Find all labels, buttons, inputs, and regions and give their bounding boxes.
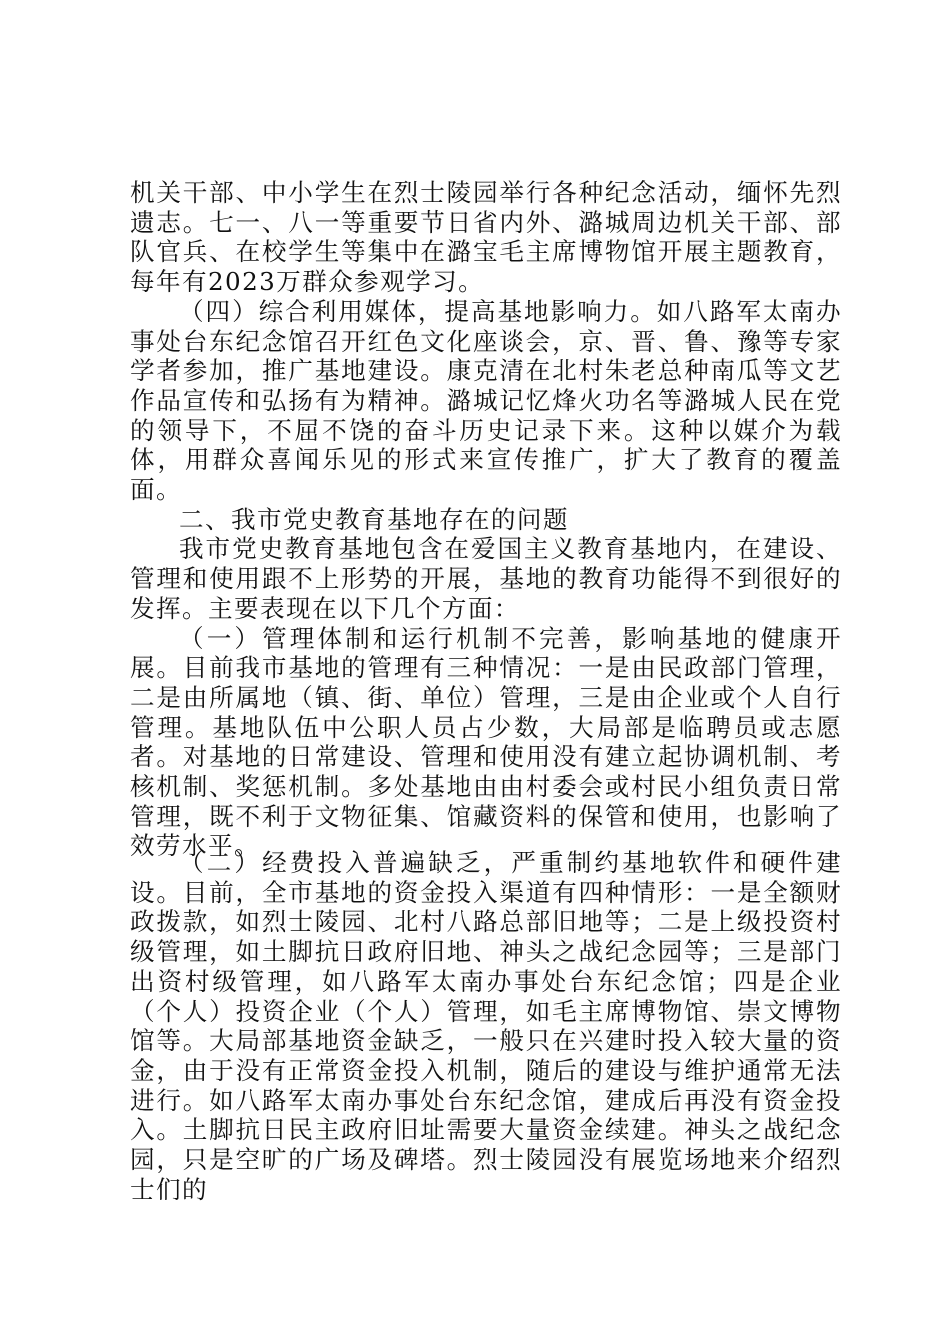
paragraph-problems-intro: 我市党史教育基地包含在爱国主义教育基地内，在建设、管理和使用跟不上形势的开展，基地的教育功能得不到很好的发挥。主要表现在以下几个方面： <box>130 534 842 623</box>
paragraph-media-usage: （四）综合利用媒体，提高基地影响力。如八路军太南办事处台东纪念馆召开红色文化座谈会，京、晋、鲁、豫等专家学者参加，推广基地建设。康克清在北村朱老总种南瓜等文艺作品宣传和弘扬有为精神。潞城记忆烽火功名等潞城人民在党的领导下，不屈不饶的奋斗历史记录下来。这种以媒介为载体，用群众喜闻乐见的形式来宣传推广，扩大了教育的覆盖面。 <box>130 296 842 505</box>
paragraph-management-system: （一）管理体制和运行机制不完善，影响基地的健康开展。目前我市基地的管理有三种情况：一是由民政部门管理，二是由所属地（镇、街、单位）管理，三是由企业或个人自行管理。基地队伍中公职人员占少数，大局部是临聘员或志愿者。对基地的日常建设、管理和使用没有建立起协调机制、考核机制、奖惩机制。多处基地由由村委会或村民小组负责日常管理，既不利于文物征集、馆藏资料的保管和使用，也影响了效劳水平。 <box>130 623 842 861</box>
paragraph-continuation: 机关干部、中小学生在烈士陵园举行各种纪念活动，缅怀先烈遗志。七一、八一等重要节日省内外、潞城周边机关干部、部队官兵、在校学生等集中在潞宝毛主席博物馆开展主题教育，每年有2023万群众参观学习。 <box>130 178 842 297</box>
text-block-lower <box>130 848 842 1204</box>
paragraph-funding-shortage: （二）经费投入普遍缺乏，严重制约基地软件和硬件建设。目前，全市基地的资金投入渠道有四种情形：一是全额财政拨款，如烈士陵园、北村八路总部旧地等；二是上级投资村级管理，如土脚抗日政府旧地、神头之战纪念园等；三是部门出资村级管理，如八路军太南办事处台东纪念馆；四是企业（个人）投资企业（个人）管理，如毛主席博物馆、崇文博物馆等。大局部基地资金缺乏，一般只在兴建时投入较大量的资金，由于没有正常资金投入机制，随后的建设与维护通常无法进行。如八路军太南办事处台东纪念馆，建成后再没有资金投入。土脚抗日民主政府旧址需要大量资金续建。神头之战纪念园，只是空旷的广场及碑塔。烈士陵园没有展览场地来介绍烈士们的 <box>130 848 842 1204</box>
text-block-upper <box>130 178 842 861</box>
section-heading-problems: 二、我市党史教育基地存在的问题 <box>179 504 569 534</box>
